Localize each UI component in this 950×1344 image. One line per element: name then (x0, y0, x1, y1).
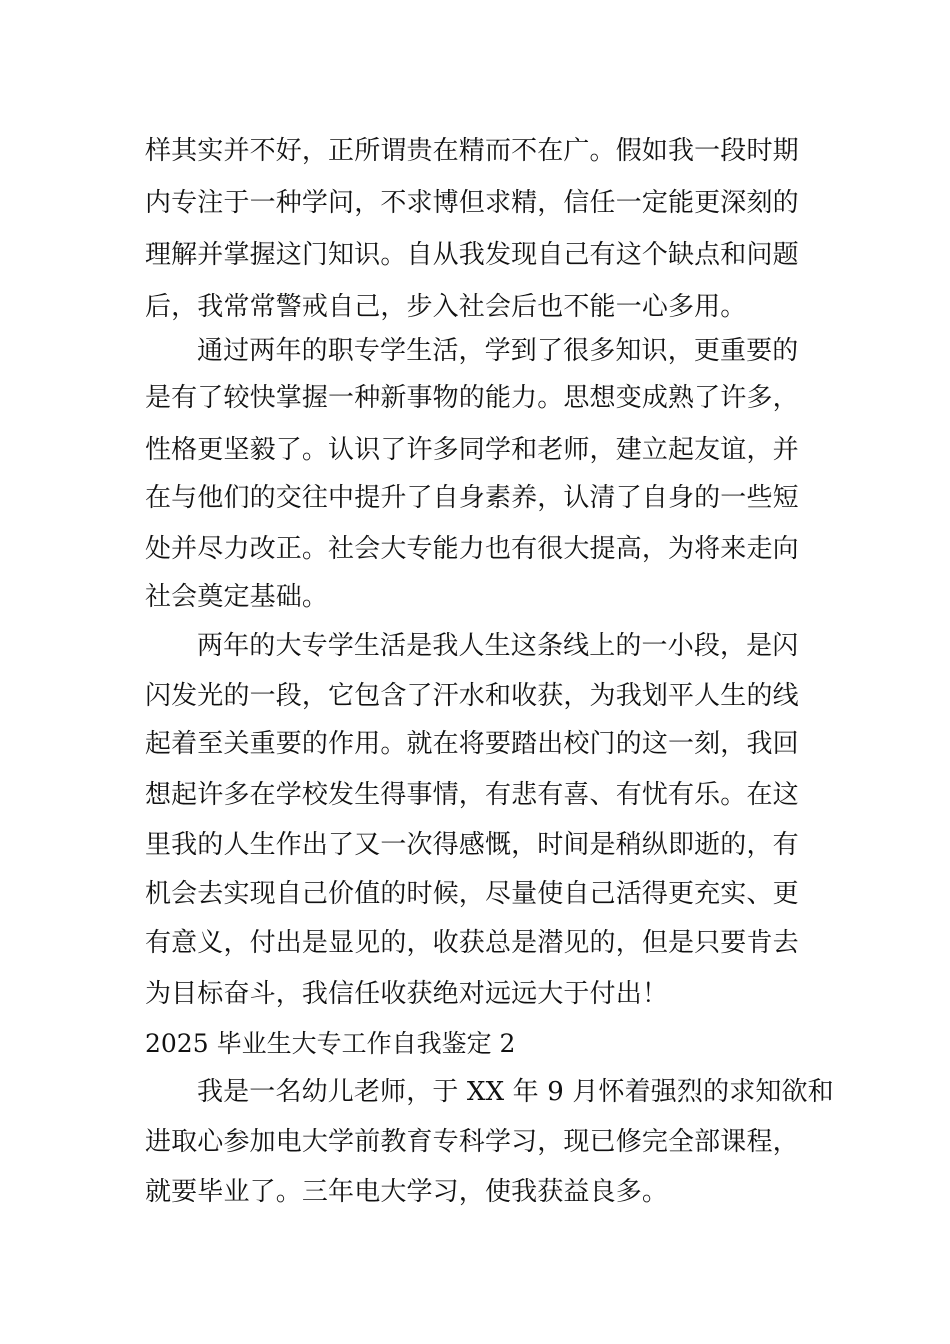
paragraph-line: 有意义，付出是显见的，收获总是潜见的，但是只要肯去 (145, 928, 799, 958)
paragraph-line: 就要毕业了。三年电大学习，使我获益良多。 (145, 1177, 669, 1207)
paragraph-line: 理解并掌握这门知识。自从我发现自己有这个缺点和问题 (145, 240, 799, 270)
paragraph-line: 社会奠定基础。 (145, 582, 329, 612)
paragraph-line: 为目标奋斗，我信任收获绝对远远大于付出！ (145, 979, 669, 1009)
paragraph-line: 在与他们的交往中提升了自身素养，认清了自身的一些短 (145, 483, 799, 513)
paragraph-line: 机会去实现自己价值的时候，尽量使自己活得更充实、更 (145, 879, 799, 909)
paragraph-line: 进取心参加电大学前教育专科学习，现已修完全部课程， (145, 1127, 799, 1157)
paragraph-line: 处并尽力改正。社会大专能力也有很大提高，为将来走向 (145, 534, 799, 564)
paragraph-line: 性格更坚毅了。认识了许多同学和老师，建立起友谊，并 (145, 435, 799, 465)
paragraph-line: 两年的大专学生活是我人生这条线上的一小段，是闪 (197, 631, 799, 661)
paragraph-line: 闪发光的一段，它包含了汗水和收获，为我划平人生的线 (145, 681, 799, 711)
paragraph-line: 起着至关重要的作用。就在将要踏出校门的这一刻，我回 (145, 729, 799, 759)
paragraph-line: 想起许多在学校发生得事情，有悲有喜、有忧有乐。在这 (145, 780, 799, 810)
section-heading: 2025 毕业生大专工作自我鉴定 2 (145, 1029, 516, 1058)
paragraph-line: 后，我常常警戒自己，步入社会后也不能一心多用。 (145, 292, 747, 322)
paragraph-line: 样其实并不好，正所谓贵在精而不在广。假如我一段时期 (145, 136, 799, 166)
paragraph-line: 我是一名幼儿老师，于 XX 年 9 月怀着强烈的求知欲和 (197, 1077, 834, 1107)
paragraph-line: 是有了较快掌握一种新事物的能力。思想变成熟了许多， (145, 383, 799, 413)
paragraph-line: 通过两年的职专学生活，学到了很多知识，更重要的 (197, 336, 799, 366)
paragraph-line: 里我的人生作出了又一次得感慨，时间是稍纵即逝的，有 (145, 830, 799, 860)
paragraph-line: 内专注于一种学问，不求博但求精，信任一定能更深刻的 (145, 188, 799, 218)
